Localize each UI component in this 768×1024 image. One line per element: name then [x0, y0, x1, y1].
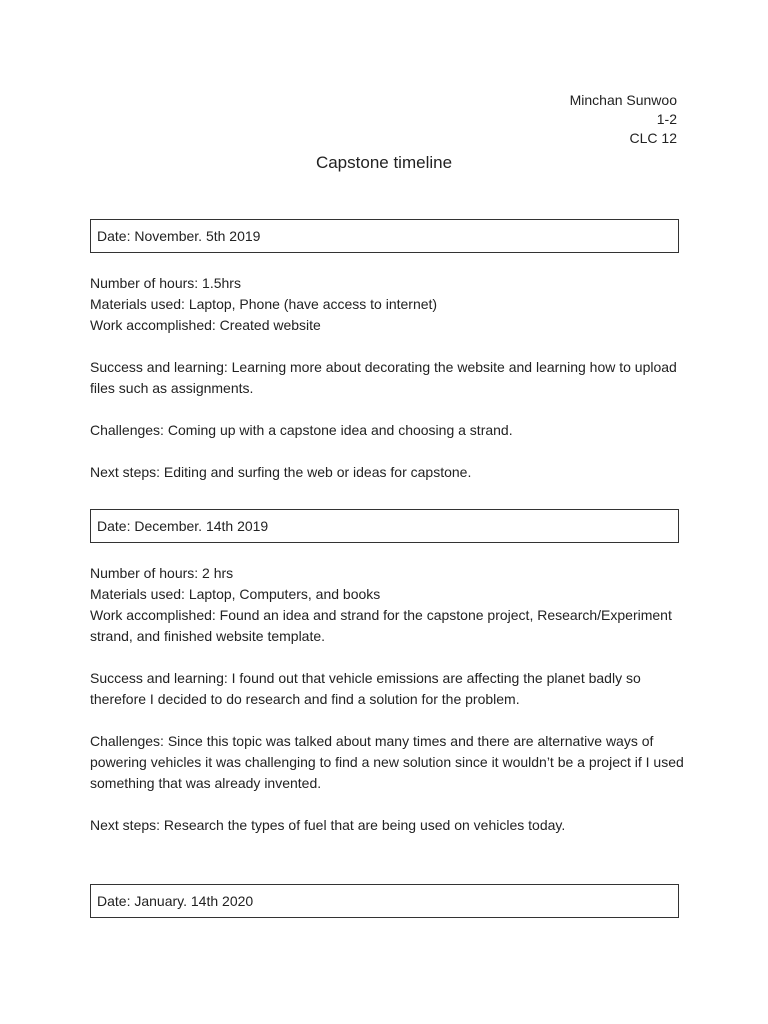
work-text: Work accomplished: Created website	[90, 317, 321, 333]
hours-text: Number of hours: 1.5hrs	[90, 275, 241, 291]
date-box-2: Date: December. 14th 2019	[90, 509, 679, 543]
author-header	[570, 91, 677, 148]
date-box-3: Date: January. 14th 2020	[90, 884, 679, 918]
materials-text: Materials used: Laptop, Computers, and books	[90, 586, 381, 602]
entry-1	[90, 273, 685, 483]
page-title: Capstone timeline	[315, 153, 453, 172]
success-text: Success and learning: Learning more about decorating the website and learning how to upload files such as assignments.	[90, 359, 677, 396]
challenges-text: Challenges: Coming up with a capstone idea and choosing a strand.	[90, 422, 513, 438]
date-box-1: Date: November. 5th 2019	[90, 219, 679, 253]
success-text: Success and learning: I found out that vehicle emissions are affecting the planet badly so therefore I decided to do research and find a solution for the problem.	[90, 670, 641, 707]
course-code: CLC 12	[629, 130, 677, 146]
work-text: Work accomplished: Found an idea and strand for the capstone project, Research/Experiment strand, and finished website template.	[90, 607, 672, 644]
next-steps-text: Next steps: Editing and surfing the web or ideas for capstone.	[90, 464, 472, 480]
author-name: Minchan Sunwoo	[569, 92, 677, 108]
materials-text: Materials used: Laptop, Phone (have access to internet)	[90, 296, 438, 312]
hours-text: Number of hours: 2 hrs	[90, 565, 234, 581]
entry-2	[90, 563, 685, 836]
challenges-text: Challenges: Since this topic was talked about many times and there are alternative ways of powering vehicles it was challenging to find a new solution since it wouldn’t be a project if I used something that was already invented.	[90, 733, 684, 791]
class-block: 1-2	[656, 111, 677, 127]
next-steps-text: Next steps: Research the types of fuel that are being used on vehicles today.	[90, 817, 566, 833]
